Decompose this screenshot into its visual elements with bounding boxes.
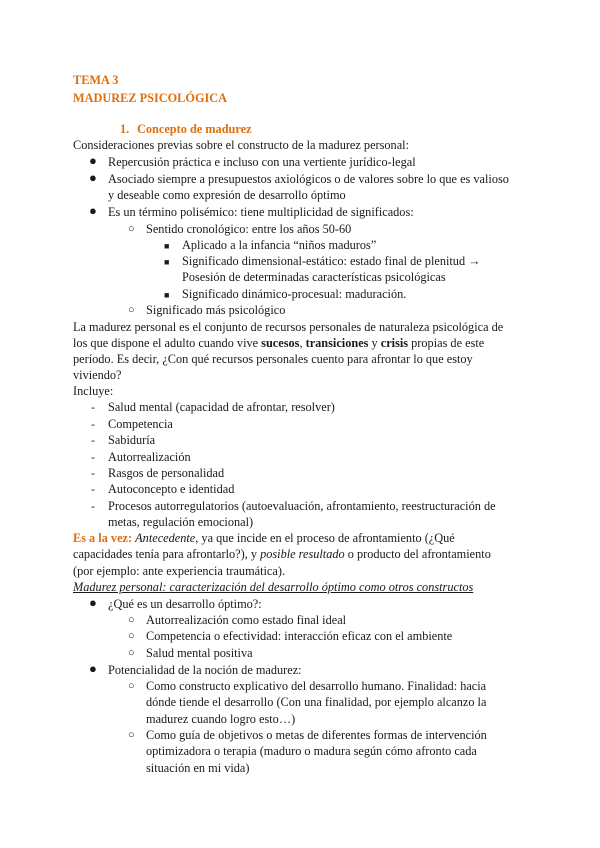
italic-term-antecedente: Antecedente <box>135 531 196 545</box>
circle-bullet-icon: ○ <box>128 729 135 741</box>
bullet-icon: ● <box>89 661 97 676</box>
sub-sub-list-item: Aplicado a la infancia “niños maduros” <box>182 238 377 252</box>
list-item: Rasgos de personalidad <box>108 466 225 480</box>
alavez-line <box>73 546 491 562</box>
square-bullet-icon: ■ <box>164 241 170 251</box>
bold-term-crisis: crisis <box>380 336 409 350</box>
sub-list-item: Autorrealización como estado final ideal <box>146 613 347 627</box>
section-number: 1. <box>120 122 130 136</box>
sub-list-item: Significado más psicológico <box>146 303 286 317</box>
sub-sub-list-item: Significado dimensional-estático: estado final de plenitud → <box>182 254 481 268</box>
dash-bullet-icon: - <box>91 417 95 431</box>
bold-term-transiciones: transiciones <box>305 336 369 350</box>
sub-list-item-continued: situación en mi vida) <box>146 761 250 775</box>
list-item: Repercusión práctica e incluso con una vertiente jurídico-legal <box>108 155 416 169</box>
text-span: los que dispone el adulto cuando vive <box>73 336 262 350</box>
text-span: , ya que incide en el proceso de afrontamiento (¿Qué <box>195 531 455 545</box>
dash-bullet-icon: - <box>91 466 95 480</box>
list-item: Sabiduría <box>108 433 156 447</box>
sub-list-item: Como constructo explicativo del desarrollo humano. Finalidad: hacia <box>146 679 487 693</box>
subsection-heading: Madurez personal: caracterización del desarrollo óptimo como otros constructos <box>73 580 474 594</box>
sub-list-item: Competencia o efectividad: interacción eficaz con el ambiente <box>146 629 453 643</box>
list-item: Autoconcepto e identidad <box>108 482 235 496</box>
definition-line: La madurez personal es el conjunto de recursos personales de naturaleza psicológica de <box>73 320 504 334</box>
intro-text: Consideraciones previas sobre el constructo de la madurez personal: <box>73 138 409 152</box>
bold-term-sucesos: sucesos <box>261 336 300 350</box>
list-item-continued: metas, regulación emocional) <box>108 515 254 529</box>
alavez-label: Es a la vez: <box>73 531 133 545</box>
alavez-line: (por ejemplo: ante experiencia traumática). <box>73 564 286 578</box>
text-span: , <box>299 336 306 350</box>
list-item: Procesos autorregulatorios (autoevaluación, afrontamiento, reestructuración de <box>108 499 496 513</box>
list-item: Salud mental (capacidad de afrontar, resolver) <box>108 400 335 414</box>
incluye-label: Incluye: <box>73 384 114 398</box>
dash-bullet-icon: - <box>91 433 95 447</box>
definition-line <box>73 335 484 351</box>
list-item: Competencia <box>108 417 173 431</box>
circle-bullet-icon: ○ <box>128 680 135 692</box>
section-heading: Concepto de madurez <box>137 122 252 136</box>
dash-bullet-icon: - <box>91 499 95 513</box>
square-bullet-icon: ■ <box>164 290 170 300</box>
sub-list-item: Sentido cronológico: entre los años 50-60 <box>146 222 352 236</box>
list-item: ¿Qué es un desarrollo óptimo?: <box>108 597 262 611</box>
sub-sub-list-item: Significado dinámico-procesual: maduración. <box>182 287 407 301</box>
sub-list-item: Salud mental positiva <box>146 646 253 660</box>
bullet-icon: ● <box>89 203 97 218</box>
sub-sub-list-item-continued: Posesión de determinadas características psicológicas <box>182 270 446 284</box>
definition-line: viviendo? <box>73 368 122 382</box>
circle-bullet-icon: ○ <box>128 647 135 659</box>
dash-bullet-icon: - <box>91 482 95 496</box>
tema-label: TEMA 3 <box>73 73 119 87</box>
sub-list-item-continued: optimizadora o terapia (maduro o madura según cómo afronto cada <box>146 744 477 758</box>
circle-bullet-icon: ○ <box>128 304 135 316</box>
sub-list-item-continued: madurez cuando logro esto…) <box>146 712 296 726</box>
circle-bullet-icon: ○ <box>128 223 135 235</box>
bullet-icon: ● <box>89 170 97 185</box>
sub-list-item-continued: dónde tiende el desarrollo (Con una finalidad, por ejemplo alcanzo la <box>146 695 487 709</box>
text-span: o producto del afrontamiento <box>344 547 491 561</box>
bullet-icon: ● <box>89 153 97 168</box>
text-span: capacidades tenía para afrontarlo?), y <box>73 547 261 561</box>
list-item-continued: y deseable como expresión de desarrollo óptimo <box>108 188 346 202</box>
dash-bullet-icon: - <box>91 400 95 414</box>
list-item: Asociado siempre a presupuestos axiológicos o de valores sobre lo que es valioso <box>108 172 509 186</box>
list-item: Es un término polisémico: tiene multiplicidad de significados: <box>108 205 414 219</box>
alavez-line <box>73 530 455 546</box>
sub-list-item: Como guía de objetivos o metas de diferentes formas de intervención <box>146 728 487 742</box>
dash-bullet-icon: - <box>91 450 95 464</box>
italic-term-posible-resultado: posible resultado <box>260 547 345 561</box>
text-span: y <box>368 336 381 350</box>
bullet-icon: ● <box>89 595 97 610</box>
text-span: propias de este <box>408 336 485 350</box>
list-item: Potencialidad de la noción de madurez: <box>108 663 302 677</box>
square-bullet-icon: ■ <box>164 257 170 267</box>
list-item: Autorrealización <box>108 450 191 464</box>
circle-bullet-icon: ○ <box>128 614 135 626</box>
circle-bullet-icon: ○ <box>128 630 135 642</box>
document-title: MADUREZ PSICOLÓGICA <box>73 91 228 105</box>
definition-line: período. Es decir, ¿Con qué recursos personales cuento para afrontar lo que estoy <box>73 352 473 366</box>
